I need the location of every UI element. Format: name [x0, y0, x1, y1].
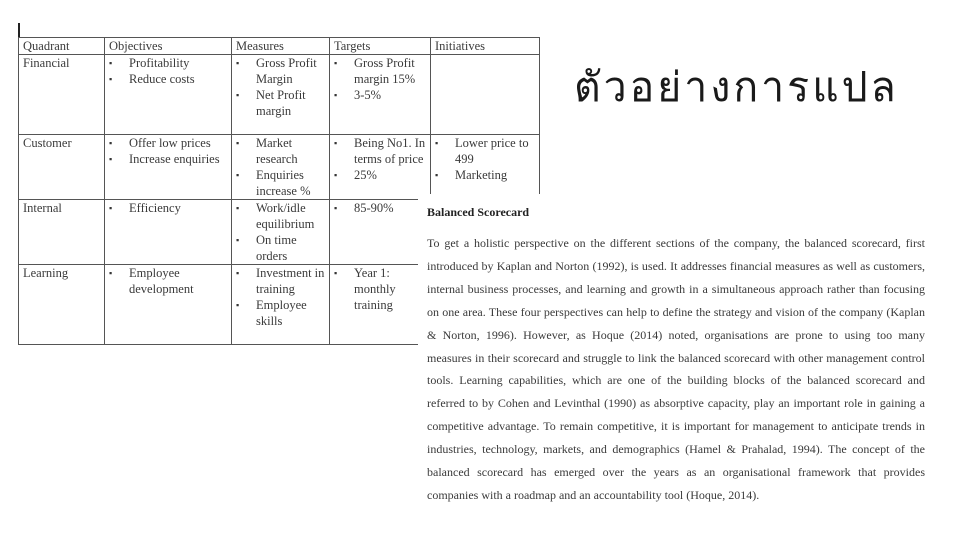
header-initiatives: Initiatives: [431, 38, 540, 55]
list-item: ▪ Marketing: [435, 167, 535, 183]
cell-objectives: [105, 200, 232, 265]
cell-targets: [330, 55, 431, 135]
header-measures: Measures: [232, 38, 330, 55]
cell-quadrant: Internal: [19, 200, 105, 265]
excerpt-heading: Balanced Scorecard: [427, 205, 530, 219]
list-item: ▪ Year 1: monthly training: [334, 265, 426, 313]
list-item: ▪ Efficiency: [109, 200, 227, 216]
table-row: [19, 55, 540, 135]
cell-objectives: [105, 55, 232, 135]
cell-objectives: [105, 265, 232, 345]
cell-quadrant: Financial: [19, 55, 105, 135]
list-item: ▪ 25%: [334, 167, 426, 183]
cell-measures: [232, 135, 330, 200]
cell-quadrant: Learning: [19, 265, 105, 345]
list-item: ▪ Gross Profit Margin: [236, 55, 325, 87]
list-item: ▪ Lower price to 499: [435, 135, 535, 167]
cell-targets: [330, 200, 431, 265]
list-item: ▪ Investment in training: [236, 265, 325, 297]
cell-measures: [232, 200, 330, 265]
list-item: ▪ Gross Profit margin 15%: [334, 55, 426, 87]
list-item: ▪ Market research: [236, 135, 325, 167]
table-row: [19, 135, 540, 200]
cell-targets: [330, 135, 431, 200]
list-item: ▪ On time orders: [236, 232, 325, 264]
header-targets: Targets: [330, 38, 431, 55]
cell-objectives: [105, 135, 232, 200]
list-item: ▪ Offer low prices: [109, 135, 227, 151]
table-header-row: [19, 38, 540, 55]
cell-initiatives: [431, 135, 540, 200]
list-item: ▪ Work/idle equilibrium: [236, 200, 325, 232]
cell-measures: [232, 265, 330, 345]
list-item: ▪ Employee skills: [236, 297, 325, 329]
list-item: ▪ Enquiries increase %: [236, 167, 325, 199]
list-item: ▪ Employee development: [109, 265, 227, 297]
text-excerpt-image: [418, 194, 938, 534]
cell-targets: [330, 265, 431, 345]
slide-title: ตัวอย่างการแปล: [574, 63, 899, 111]
list-item: ▪ Net Profit margin: [236, 87, 325, 119]
list-item: ▪ Profitability: [109, 55, 227, 71]
excerpt-body: To get a holistic perspective on the different sections of the company, the balanced scorecard, first introduced by Kaplan and Norton (1992), is used. It addresses financial measures as well as customers, internal business processes, and learning and growth in a simultaneous approach rather than focusing on one area. These four perspectives can help to define the strategy and vision of the company (Kaplan & Norton, 1996). However, as Hoque (2014) noted, organisations are prone to using too many measures in their scorecard and struggle to link the balanced scorecard with other management control tools. Learning capabilities, which are one of the building blocks of the balanced scorecard and referred to by Cohen and Levinthal (1990) as absorptive capacity, play an important role in gaining a competitive advantage. To remain competitive, it is important for management to anticipate trends in industries, technology, markets, and demographics (Hamel & Prahalad, 1994). The concept of the balanced scorecard has emerged over the years as an organisational framework that provides companies with a roadmap and an accountability tool (Hoque, 2014).: [427, 236, 925, 502]
text-cursor-mark: [18, 23, 20, 37]
list-item: ▪ Reduce costs: [109, 71, 227, 87]
cell-measures: [232, 55, 330, 135]
header-objectives: Objectives: [105, 38, 232, 55]
cell-initiatives: [431, 55, 540, 135]
header-quadrant: Quadrant: [19, 38, 105, 55]
list-item: ▪ Increase enquiries: [109, 151, 227, 167]
cell-quadrant: Customer: [19, 135, 105, 200]
list-item: ▪ Being No1. In terms of price: [334, 135, 426, 167]
list-item: ▪ 85-90%: [334, 200, 426, 216]
list-item: ▪ 3-5%: [334, 87, 426, 103]
